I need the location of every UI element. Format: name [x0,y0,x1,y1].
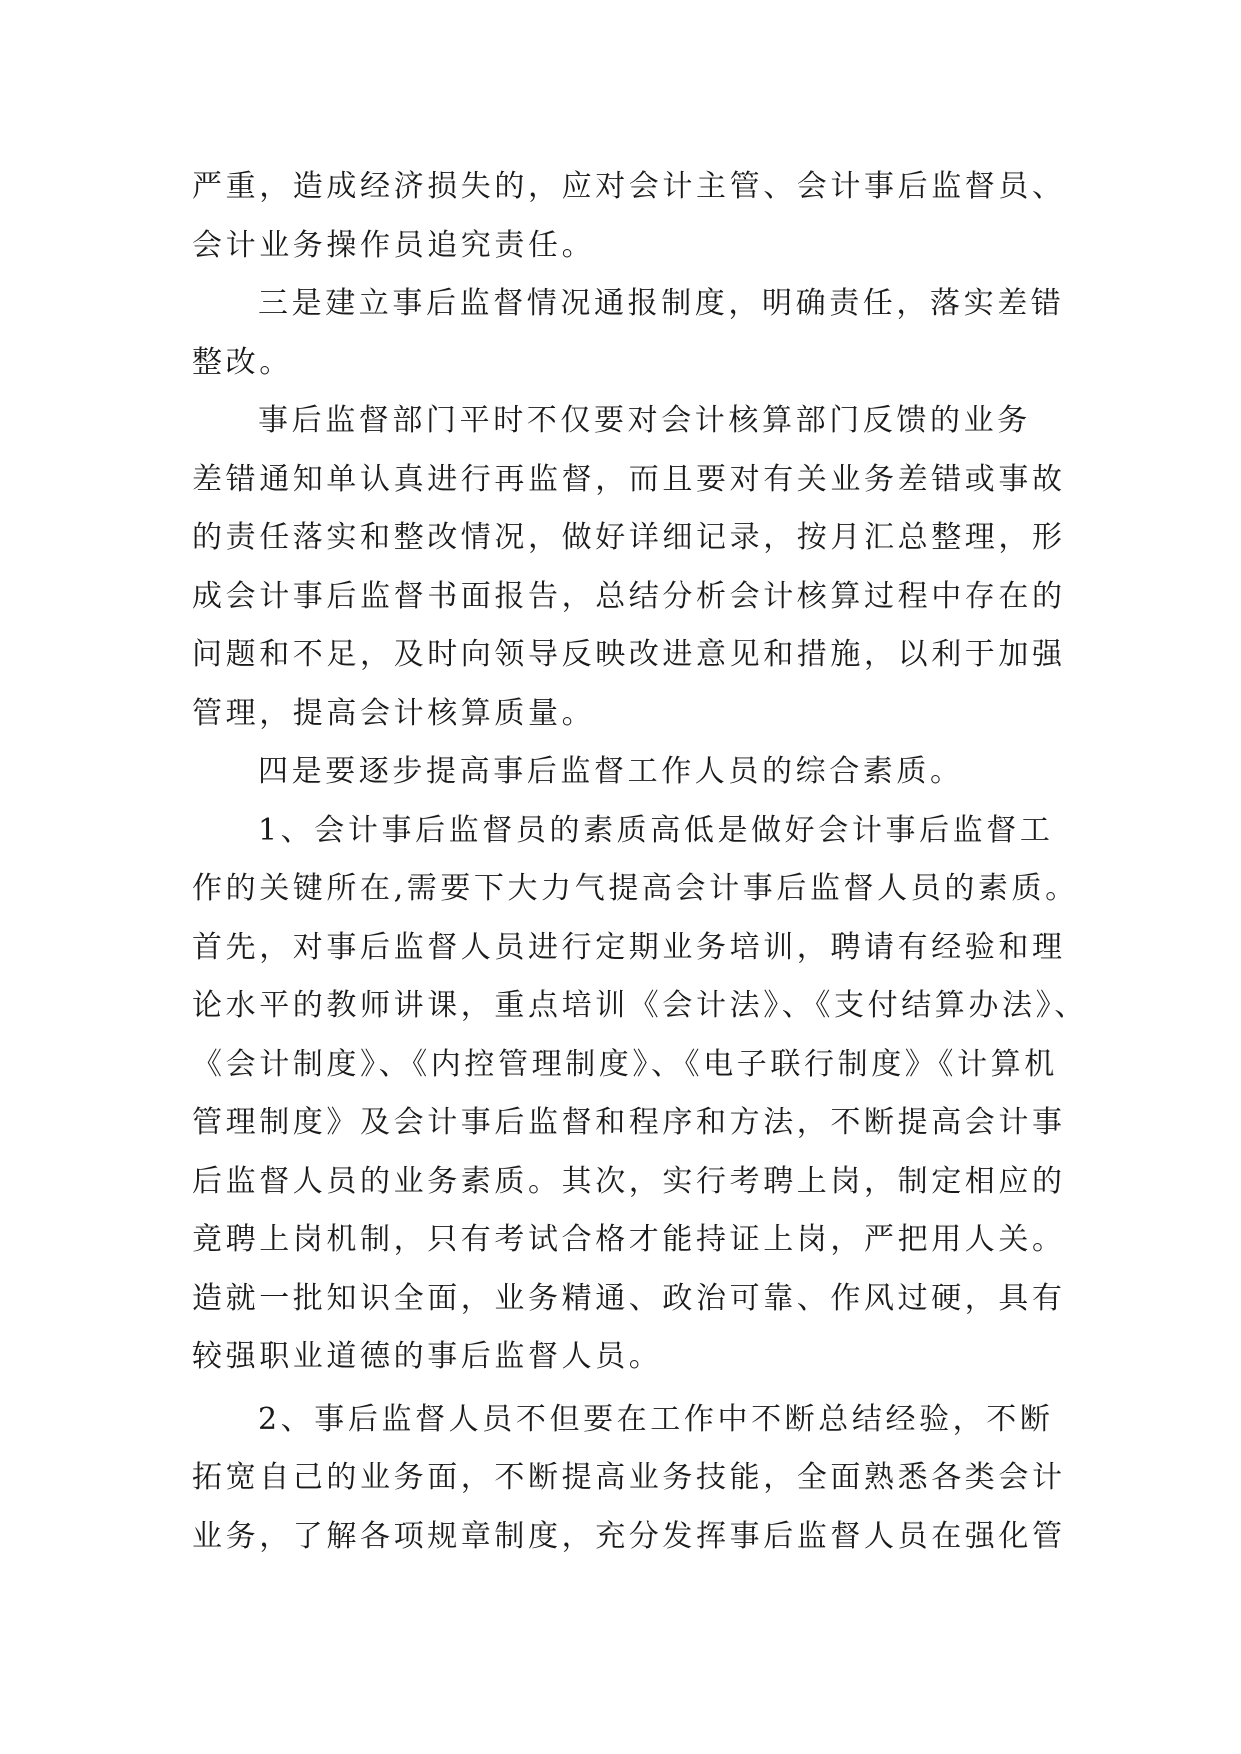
text-line: 会计业务操作员追究责任。 [192,227,596,263]
text-line: 严重，造成经济损失的，应对会计主管、会计事后监督员、 [192,169,1066,204]
text-line: 拓宽自己的业务面，不断提高业务技能，全面熟悉各类会计 [192,1460,1066,1495]
text-line: 造就一批知识全面，业务精通、政治可靠、作风过硬，具有 [192,1280,1066,1316]
text-line: 竟聘上岗机制，只有考试合格才能持证上岗，严把用人关。 [192,1222,1066,1257]
text-line: 问题和不足，及时向领导反映改进意见和措施，以利于加强 [192,637,1066,672]
text-line: 管理，提高会计核算质量。 [192,695,596,731]
text-line: 整改。 [192,344,293,380]
text-line: 后监督人员的业务素质。其次，实行考聘上岗，制定相应的 [192,1163,1066,1199]
text-line: 事后监督部门平时不仅要对会计核算部门反馈的业务 [258,403,1031,438]
text-line: 《会计制度》、《内控管理制度》、《电子联行制度》《计算机 [192,1046,1058,1082]
text-line: 首先，对事后监督人员进行定期业务培训，聘请有经验和理 [192,929,1066,965]
text-line: 差错通知单认真进行再监督，而且要对有关业务差错或事故 [192,461,1066,497]
text-line: 业务，了解各项规章制度，充分发挥事后监督人员在强化管 [192,1518,1066,1554]
document-body [192,158,1092,1566]
text-line: 1、会计事后监督员的素质高低是做好会计事后监督工 [258,812,1054,848]
text-line: 2、事后监督人员不但要在工作中不断总结经验，不断 [258,1401,1054,1437]
text-line: 成会计事后监督书面报告，总结分析会计核算过程中存在的 [192,578,1066,614]
text-line: 的责任落实和整改情况，做好详细记录，按月汇总整理，形 [192,520,1066,555]
text-line: 较强职业道德的事后监督人员。 [192,1339,663,1374]
text-line: 四是要逐步提高事后监督工作人员的综合素质。 [258,754,964,789]
text-line: 作的关键所在,需要下大力气提高会计事后监督人员的素质。 [192,871,1079,906]
text-line: 管理制度》及会计事后监督和程序和方法，不断提高会计事 [192,1105,1066,1140]
text-line: 论水平的教师讲课，重点培训《会计法》、《支付结算办法》、 [192,988,1088,1023]
text-line: 三是建立事后监督情况通报制度，明确责任，落实差错 [258,286,1065,321]
